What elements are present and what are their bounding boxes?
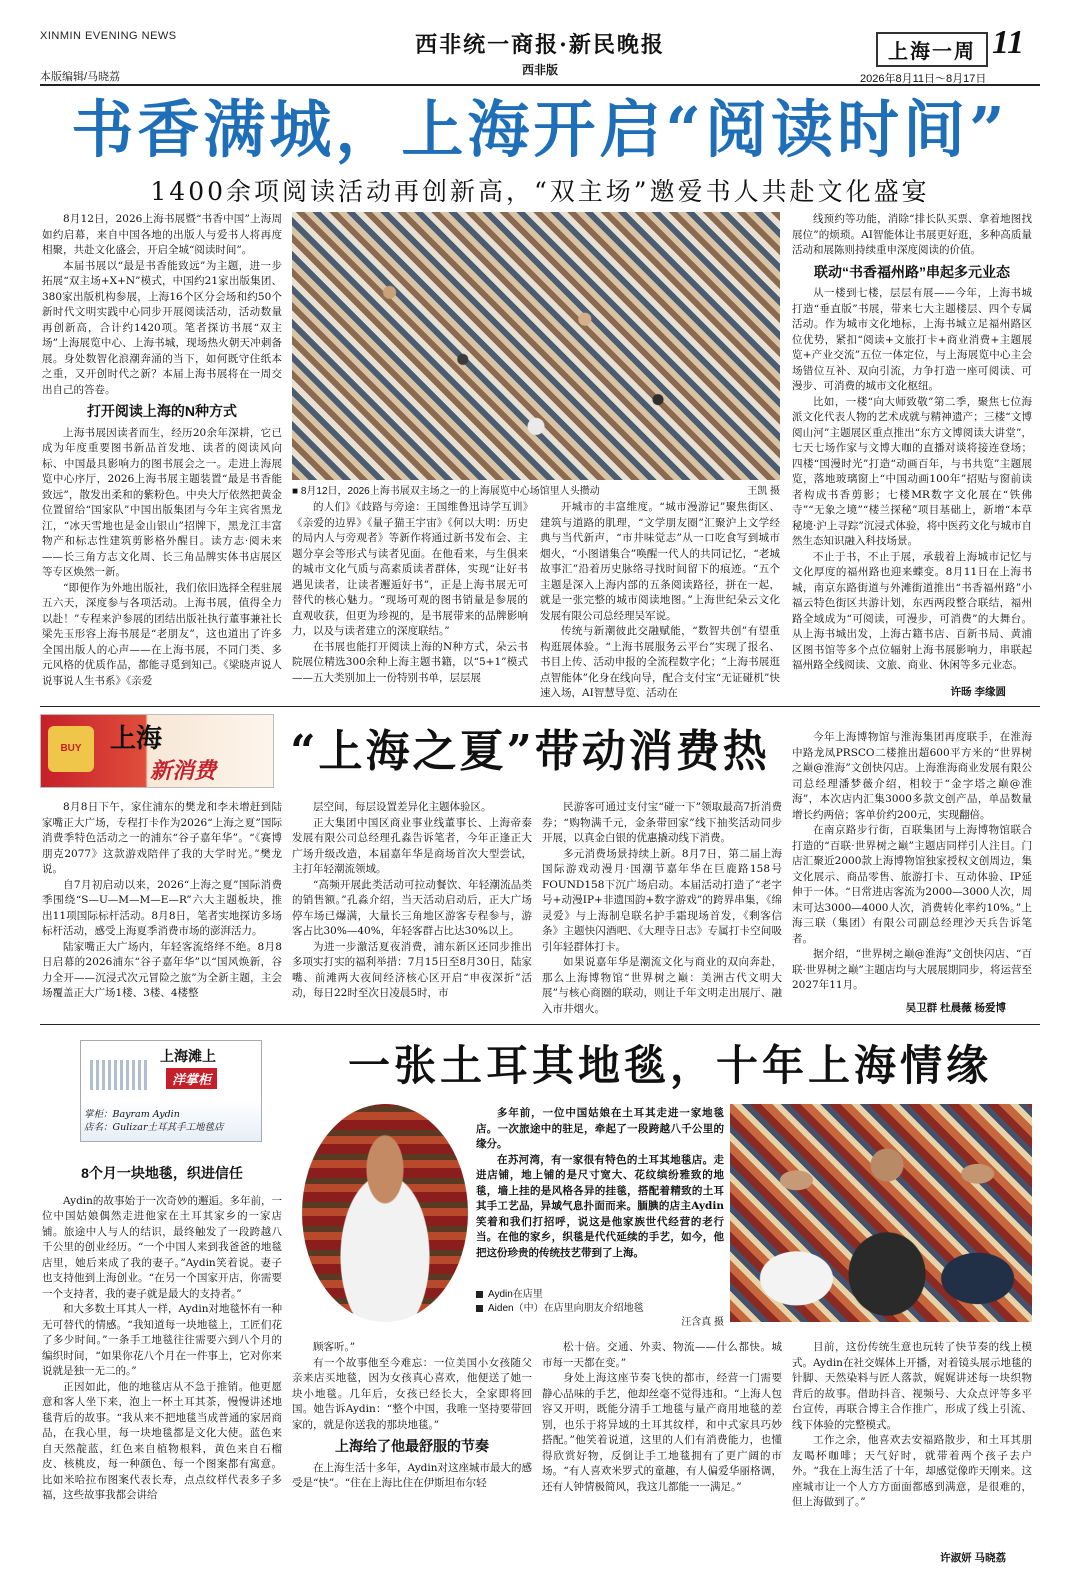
paragraph: 有一个故事他至今难忘：一位美国小女孩随父亲来店买地毯，因为女孩真心喜欢，他便送了她一块小地毯。几年后，女孩已经长大，全家即将回国。她告诉Aydin：“整个中国，我唯一坚持要带回家的，就是你送我的那块地毯。” xyxy=(292,1356,532,1431)
photo-captions xyxy=(476,1288,724,1330)
paragraph: 正因如此，他的地毯店从不急于推销。他更愿意和客人坐下来，泡上一杯土耳其茶，慢慢讲述地毯背后的故事。“我从来不把地毯当成普通的家居商品，在我心里，每一块地毯都是文化大使。蓝色来自天然靛蓝，红色来自植物根料，黄色来自石榴皮、核桃皮，每一种颜色、每一个图案都有寓意。比如米哈拉布图案代表长寿，点点纹样代表多子多福，这些故事我都会讲给 xyxy=(42,1380,282,1501)
paragraph: 如果说嘉年华是潮流文化与商业的双向奔赴，那么上海博物馆“世界树之巅：美洲古代文明大展”与核心商圈的联动，则让千年文明走出展厅、融入市井烟火。 xyxy=(542,956,782,1015)
paragraph: 不止于书，不止于展，承载着上海城市记忆与文化厚度的福州路也迎来蝶变。8月11日在上海书城，南京东路街道与外滩街道推出“书香福州路”小福云特色街区共游计划，东西两段整合联结，福州路全域成为“可阅读，可漫步，可消费”的大舞台。从上海书城出发，上海古籍书店、百新书局、黄浦区图书馆等多个点位辐射上海书展影响力，串联起福州路全线阅读、文旅、商业、休闲等多元业态。 xyxy=(792,550,1032,671)
article2-headline: “上海之夏”带动消费热 xyxy=(290,726,770,777)
paragraph: 顾客听。” xyxy=(313,1341,356,1353)
article3-column-3 xyxy=(542,1340,782,1562)
paragraph: 自7月初启动以来，2026“上海之夏”国际消费季围绕“S—U—M—M—E—R”六大主题板块，推出11项国际标杆活动。8月8日，笔者实地探访多场标杆活动，感受上海夏季消费市场的澎湃活力。 xyxy=(42,878,282,937)
article1-column-1 xyxy=(42,212,282,698)
paragraph: 从一楼到七楼，层层有展——今年，上海书城打造“垂直版”书展，带来七大主题楼层、四个专属活动。作为城市文化地标，上海书城立足福州路区位优势，紧扣“阅读+文旅打卡+商业消费+主题展览+产业交流”五位一体定位，与上海展览中心主会场错位互补、双向引流，力争打造一座可阅读、可漫步、可消费的城市文化枢纽。 xyxy=(792,287,1032,392)
book-fair-crowd-photo xyxy=(292,212,780,480)
photo-caption: Aiden（中）在店里向朋友介绍地毯 xyxy=(476,1302,724,1316)
article1-column-3 xyxy=(540,500,780,698)
article1-column-2 xyxy=(292,500,528,698)
masthead xyxy=(400,28,680,78)
caption-bullet-icon xyxy=(476,1305,483,1312)
shopping-bag-icon: BUY xyxy=(48,726,94,772)
issue-date: 2026年8月11日～8月17日 xyxy=(860,73,987,85)
paragraph: 比如，一楼“向大师致敬”第二季，聚焦七位海派文化代表人物的艺术成就与精神遗产；三楼“文博阅山河”主题展区重点推出“东方文博阅读大讲堂”，七天七场作家与文博大咖的直播对谈将接连登场；四楼“国漫时光”打造“动画百年，与书共览”主题展览，落地玻璃窗上“中国动画100年”招贴与窗前读者构成书香剪影；七楼MR数字文化展在“铁佛寺”“无象之境”“楼兰探秘”项目基础上，新增“本草秘境·沪上寻踪”沉浸式体验，将中医药文化与城市自然生态知识融入科技场景。 xyxy=(792,395,1032,547)
shop-info xyxy=(84,1108,224,1134)
editor-credit: 本版编辑/马晓荔 xyxy=(40,71,121,83)
article3-column-2 xyxy=(292,1340,532,1562)
paragraph: 8月12日，2026上海书展暨“书香中国”上海周如约启幕，来自中国各地的出版人与爱书人将再度相聚，共赴文化盛会，开启全城“阅读时间”。 xyxy=(42,213,282,256)
paragraph: 开城市的丰富维度。“城市漫游记”聚焦街区、建筑与道路的肌理，“文学朋友圈”汇聚沪上文学经典与当代新声，“市井味觉志”从一口吃食写到城市烟火，“小图谱集合”唤醒一代人的共同记忆，“老城故事汇”沿着历史脉络寻找时间留下的痕迹。“五个主题是深入上海内部的五条阅读路径，拼在一起，就是一张完整的城市阅读地图。”上海世纪朵云文化发展有限公司总经理吴军说。 xyxy=(540,501,780,622)
photo-caption xyxy=(292,482,780,497)
shop-owner-portrait-photo xyxy=(302,1104,468,1322)
photo-credit: 汪含真 摄 xyxy=(681,1317,724,1328)
article3-headline: 一张土耳其地毯，十年上海情缘 xyxy=(347,1041,992,1090)
paragraph: 的人们》《歧路与旁途：王国维鲁迅诗学互训》《亲爱的边界》《量子猫王宇宙》《何以大明：历史的局内人与旁观者》等新作将通过新书发布会、主题分享会等形式与读者见面。在他看来，与生俱来的城市文化气质与高素质读者群体，实现“让好书遇见读者，让读者邂逅好书”，正是上海书展无可替代的核心魅力。“现场可观的图书销量是参展的直观收获，但更为珍视的，是书展带来的品牌影响力，以及与读者建立的深度联结。” xyxy=(292,501,528,637)
section-divider xyxy=(40,1024,1040,1025)
shop-name: 店名：Gulizar土耳其手工地毯店 xyxy=(84,1122,224,1133)
paragraph: 身处上海这座节奏飞快的都市，经营一门需要静心品味的手艺，他却丝毫不觉得违和。“上海人包容又开明，既能分清手工地毯与量产商用地毯的差别，也乐于将异域的土耳其纹样，和中式家具巧妙搭配。”他笑着说道，这里的人们有消费能力，也懂得欣赏好物，反倒让手工地毯拥有了更广阔的市场。“有人喜欢米罗式的童趣，有人偏爱华丽格调，还有人钟情极简风，我这儿都能一一满足。” xyxy=(542,1372,782,1493)
section-divider xyxy=(40,706,1040,707)
paragraph: 在南京路步行街，百联集团与上海博物馆联合打造的“百联·世界树之巅”主题店同样引人注目。门店汇聚近2000款上海博物馆独家授权文创周边，集文化展示、商品零售、旅游打卡、互动体验、IP延伸于一体。“日常进店客流为2000—3000人次，周末可达3000—4000人次，消费转化率约10%。”上海三联（集团）有限公司副总经理沙天兵告诉笔者。 xyxy=(792,824,1032,945)
shopkeeper-name: 掌柜：Bayram Aydin xyxy=(84,1109,180,1120)
paragraph: 民游客可通过支付宝“碰一下”领取最高7折消费券；“购物满千元，金条带回家”线下抽奖活动同步开展，以真金白银的优惠撬动线下消费。 xyxy=(542,801,782,844)
skyline-icon xyxy=(90,1060,150,1090)
paragraph: 目前，这份传统生意也玩转了快节奏的线上模式。Aydin在社交媒体上开播，对着镜头展示地毯的针脚、天然染料与匠人落款，娓娓讲述每一块织物背后的故事。借助抖音、视频号、大众点评等多平台宣传，再联合博主合作推广，形成了线上引流、线下体验的完整模式。 xyxy=(792,1341,1032,1431)
photo-credit: 王凯 摄 xyxy=(747,486,780,497)
article1-headline: 书香满城，上海开启“阅读时间” xyxy=(71,93,1009,166)
newspaper-logo: 西非统一商报·新民晚报 xyxy=(415,32,665,58)
article2-column-2 xyxy=(292,800,532,1022)
article1-byline: 许旸 李缘圆 xyxy=(950,686,1006,698)
article2-byline: 吴卫群 杜晨薇 杨爱博 xyxy=(905,1002,1006,1014)
paragraph: 上海书展因读者而生，经历20余年深耕，它已成为年度重要图书新品首发地、读者的阅读风向标、中国最具影响力的图书展会之一。走进上海展览中心序厅，2026上海书展主题装置“最是书香能致远”，散发出柔和的紫粉色。中央大厅依然把黄金位置留给“国家队”中国出版集团与今年主宾省黑龙江，“冰天雪地也是金山银山”招牌下，黑龙江丰富物产和标志性建筑剪影格外醒目。读方志·阅未来——长三角方志文化周、长三角品牌实体书店展区等专区焕然一新。 xyxy=(42,426,282,578)
paragraph: “高频开展此类活动可拉动餐饮、年轻潮流品类的销售额。”孔淼介绍，当天活动启动后，正大广场停车场已爆满，大量长三角地区游客专程参与，游客占比30%—40%，年轻客群占比达30%以上。 xyxy=(292,878,532,937)
paragraph: 工作之余，他喜欢去安福路散步，和土耳其朋友喝杯咖啡；天气好时，就带着两个孩子去户外。“我在上海生活了十年，却感觉像昨天刚来。这座城市让一个人方方面面都感到满意，是很难的，但上海做到了。” xyxy=(792,1434,1032,1508)
caption-bullet-icon xyxy=(476,1291,483,1298)
article3-column-4 xyxy=(792,1340,1032,1550)
banner-title: 上海 xyxy=(110,724,163,754)
carpet-shop-group-photo xyxy=(730,1104,1032,1322)
article3-section-heading: 8个月一块地毯，织进信任 xyxy=(81,1165,243,1181)
photo-caption: Aydin在店里 xyxy=(476,1288,724,1302)
paragraph: 在苏河湾，有一家很有特色的土耳其地毯店。走进店铺，地上铺的是尺寸宽大、花纹缤纷雅致的地毯，墙上挂的是风格各异的挂毯，搭配着精致的土耳其手工艺品，异域气息扑面而来。腼腆的店主Aydin笑着和我们打招呼，说这是他家族世代经营的老行当。在他的家乡，织毯是代代延续的手艺，如今，他把这份珍贵的传统技艺带到了上海。 xyxy=(476,1153,724,1259)
article2-column-1 xyxy=(42,800,282,1022)
article3-column-1 xyxy=(42,1152,282,1562)
paragraph: 线预约等功能，消除“排长队买票、拿着地图找展位”的烦琐。AI智能体让书展更好逛，多种高质量活动和展陈则持续重申深度阅读的价值。 xyxy=(792,213,1032,256)
paragraph: “即便作为外地出版社，我们依旧选择全程驻展五六天，深度参与各项活动。上海书展，值得全力以赴！”专程来沪参展的团结出版社执行董事兼社长梁先玉形容上海书展是“老朋友”，这也道出了许多全国出版人的心声——在上海书展，不同门类、多元风格的优质作品，都能寻觅到知己。《梁晓声说人说事说人生书系》《亲爱 xyxy=(42,581,282,687)
paragraph: Aydin的故事始于一次奇妙的邂逅。多年前，一位中国姑娘偶然走进他家在土耳其家乡的一家店铺。旅途中人与人的结识，最终触发了一段跨越八千公里的创业经历。“一个中国人来到我爸爸的地毯店里，她后来成了我的妻子。”Aydin笑着说。妻子也支持他到上海创业。“在另一个国家开店，你需要一个支持者，我的妻子就是最大的支持者。” xyxy=(42,1194,282,1300)
article2-column-3 xyxy=(542,800,782,1022)
paragraph: 传统与新潮彼此交融赋能，“数智共创”有望重构逛展体验。“上海书展服务云平台”实现了报名、书目上传、活动申报的全流程数字化；“上海书展逛点智能体”化身在线向导，配合支付宝“无证碰机”快速入场，AI智慧导览、活动在 xyxy=(540,625,780,698)
paragraph: 和大多数土耳其人一样，Aydin对地毯怀有一种无可替代的情感。“我知道每一块地毯上，工匠们花了多少时间。”一条手工地毯往往需要六到八个月的编织时间，“如果你花八个月在一件事上，它对你来说就是独一无二的。” xyxy=(42,1303,282,1377)
banner-subtitle: 新消费 xyxy=(150,758,217,784)
article1-column-4 xyxy=(792,212,1032,682)
article2-column-4 xyxy=(792,730,1032,998)
banner-subtitle: 洋掌柜 xyxy=(166,1068,217,1089)
paragraph: 多元消费场景持续上新。8月7日，第二届上海国际游戏动漫月·国潮节嘉年华在巨鹿路158号FOUND158下沉广场启动。本届活动打造了“老字号+动漫IP+非遗国韵+数字游戏”的跨界串集，《绵灵爱》与上海制皂联名护手霜现场首发，《剩客信条》主题快闪酒吧、《大理寺日志》专属打卡空间吸引年轻群体打卡。 xyxy=(542,847,782,953)
banner-title: 上海滩上 xyxy=(160,1049,216,1065)
paragraph: 本届书展以“最是书香能致远”为主题，进一步拓展“双主场+X+N”模式，中国约21家出版集团、380家出版机构参展，上海16个区分会场和约50个新时代文明实践中心同步开展阅读活动，活动数量再创新高，合计约1420项。笔者探访书展“双主场”上海展览中心、上海书城，现场热火朝天冲刺备展。身处数智化浪潮奔涌的当下，如何既守住纸本之重，又开创时代之新？本届上海书展将在一周交出自己的答卷。 xyxy=(42,259,282,396)
paragraph: 在上海生活十多年，Aydin对这座城市最大的感受是“快”。“住在上海比住在伊斯坦布尔轻 xyxy=(292,1461,532,1489)
paragraph: 在书展也能打开阅读上海的N种方式，朵云书院展位精选300余种上海主题书籍，以“5+1”模式——五大类别加上一份特别书单，层层展 xyxy=(292,640,528,684)
paragraph: 正大集团中国区商业事业线董事长、上海帝泰发展有限公司总经理孔淼告诉笔者，今年正逢正大广场升级改造，本届嘉年华是商场首次大型尝试，主打年轻潮流领域。 xyxy=(292,816,532,875)
header-rule xyxy=(40,84,1040,86)
paragraph: 据介绍，“世界树之巅@淮海”文创快闪店、“百联·世界树之巅”主题店均与大展展期同步，将运营至2027年11月。 xyxy=(792,948,1032,991)
paragraph: 松十倍。交通、外卖、物流——什么都快。城市每一天都在变。” xyxy=(542,1341,782,1369)
article1-subhead: 1400余项阅读活动再创新高，“双主场”邀爱书人共赴文化盛宴 xyxy=(150,177,930,206)
section-tag: 上海一周 xyxy=(876,32,988,67)
article3-byline: 许淑妍 马晓荔 xyxy=(940,1552,1006,1564)
article3-section-heading: 上海给了他最舒服的节奏 xyxy=(335,1438,489,1454)
masthead-brand: XINMIN EVENING NEWS xyxy=(40,30,177,42)
photo-caption-text: ■ 8月12日，2026上海书展双主场之一的上海展览中心场馆里人头攒动 xyxy=(292,486,600,497)
page-number: 11 xyxy=(992,24,1025,61)
article1-section-heading: 打开阅读上海的N种方式 xyxy=(86,403,238,419)
paragraph: 为进一步激活夏夜消费，浦东新区还同步推出多项实打实的福利举措：7月15日至8月30日，陆家嘴、前滩两大夜间经济核心区开启“申夜深折”活动，每日22时至次日凌晨5时，市 xyxy=(292,940,532,999)
paragraph: 8月8日下午，家住浦东的樊龙和李未增赶到陆家嘴正大广场，专程打卡作为2026“上海之夏”国际消费季特色活动之一的浦东“谷子嘉年华”。“《赛博朋克2077》这款游戏陪伴了我的大学时光。”樊龙说。 xyxy=(42,801,282,875)
article3-intro xyxy=(476,1106,724,1261)
article1-section-heading: 联动“书香福州路”串起多元业态 xyxy=(814,263,1010,280)
paragraph: 多年前，一位中国姑娘在土耳其走进一家地毯店。一次旅途中的驻足，牵起了一段跨越八千公里的缘分。 xyxy=(476,1107,724,1150)
paragraph: 层空间，每层设置差异化主题体验区。 xyxy=(313,801,492,813)
edition-label: 西非版 xyxy=(521,63,558,77)
paragraph: 今年上海博物馆与淮海集团再度联手，在淮海中路龙凤PRSCO二楼推出超600平方米的“世界树之巅@淮海”文创快闪店。上海淮海商业发展有限公司总经理潘梦薇介绍，相较于“金字塔之巅@淮海”，本次店内汇集3000多款文创产品，单品数量增长约两倍；客单价约200元，实现翻倍。 xyxy=(792,731,1032,821)
paragraph: 陆家嘴正大广场内，年轻客流络绎不绝。8月8日启幕的2026浦东“谷子嘉年华”以“国风焕新，谷力全开——沉浸式次元冒险之旅”为全新主题，主会场覆盖正大广场1楼、3楼、4楼整 xyxy=(42,940,282,999)
